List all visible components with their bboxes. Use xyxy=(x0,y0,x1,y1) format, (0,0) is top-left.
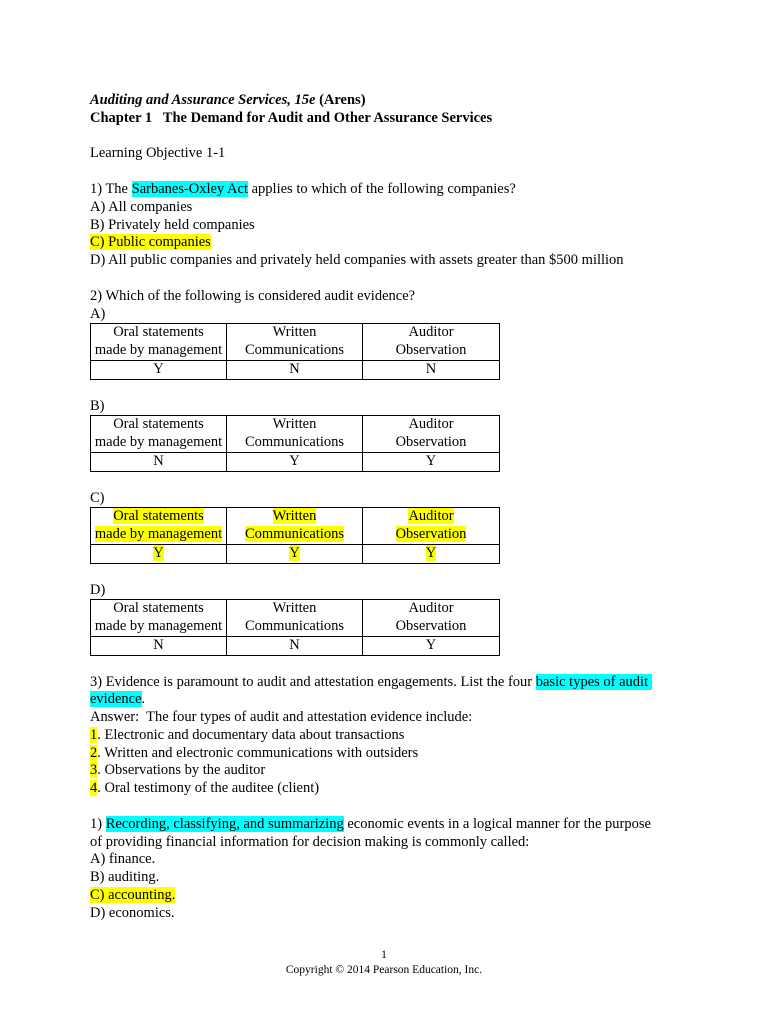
q2-option-a-table xyxy=(90,323,500,379)
header-cell: Oral statements xyxy=(113,600,204,617)
q4-option-c-highlight: C) accounting. xyxy=(90,887,176,904)
q1-highlight: Sarbanes-Oxley Act xyxy=(131,180,248,197)
q3-highlight-2: evidence xyxy=(90,691,142,708)
value-cell: Y xyxy=(289,544,300,561)
table-row xyxy=(91,416,500,453)
header-cell: made by management xyxy=(94,434,223,451)
q2-option-b-label: B) xyxy=(90,397,105,414)
question-3-stem xyxy=(90,674,710,692)
list-item-number: 4 xyxy=(90,780,98,797)
learning-objective: Learning Objective 1-1 xyxy=(90,145,226,162)
q1-option-c xyxy=(90,234,710,252)
question-2-stem: 2) Which of the following is considered audit evidence? xyxy=(90,287,416,304)
value-cell: Y xyxy=(91,360,227,379)
q3-answer: Answer: The four types of audit and attestation evidence include: xyxy=(90,709,473,726)
header-cell: Written xyxy=(272,324,317,341)
q2-option-a-label: A) xyxy=(90,305,106,322)
value-cell: N xyxy=(91,452,227,471)
book-title-line xyxy=(90,92,710,110)
author: (Arens) xyxy=(319,92,366,108)
value-cell: N xyxy=(363,360,500,379)
q1-option-b: B) Privately held companies xyxy=(90,216,255,233)
value-cell: Y xyxy=(363,636,500,655)
q4-highlight: Recording, classifying, and summarizing xyxy=(105,815,344,832)
value-cell: Y xyxy=(227,452,363,471)
q4-option-a: A) finance. xyxy=(90,851,156,868)
list-item-number: 1 xyxy=(90,726,98,743)
question-4-stem-cont: of providing financial information for decision making is commonly called: xyxy=(90,833,530,850)
value-cell: Y xyxy=(363,452,500,471)
value-cell: Y xyxy=(153,544,164,561)
question-3-stem-cont xyxy=(90,691,710,709)
header-cell: Communications xyxy=(244,434,345,451)
value-cell: Y xyxy=(425,544,437,561)
value-cell: N xyxy=(227,360,363,379)
header-cell: Written xyxy=(272,508,317,525)
document-page xyxy=(90,92,710,923)
table-row xyxy=(91,360,500,379)
header-cell: Communications xyxy=(244,526,345,543)
copyright: Copyright © 2014 Pearson Education, Inc. xyxy=(285,964,483,976)
table-row xyxy=(91,508,500,545)
header-cell: made by management xyxy=(94,526,223,543)
list-item xyxy=(90,727,710,745)
q3-highlight-1: basic types of audit xyxy=(535,673,652,690)
q1-option-c-highlight: C) Public companies xyxy=(90,234,211,251)
header-cell: Auditor xyxy=(408,600,454,617)
header-cell: Communications xyxy=(244,342,345,359)
header-cell: Communications xyxy=(244,618,345,635)
q1-suffix: applies to which of the following companies? xyxy=(248,180,516,197)
q2-option-c-table xyxy=(90,507,500,563)
value-cell: N xyxy=(227,636,363,655)
header-cell: Observation xyxy=(395,526,467,543)
header-cell: Observation xyxy=(395,342,467,359)
header-cell: made by management xyxy=(94,618,223,635)
table-row xyxy=(91,452,500,471)
q2-option-c-label: C) xyxy=(90,489,105,506)
header-cell: Oral statements xyxy=(113,324,204,341)
page-number: 1 xyxy=(381,949,387,961)
list-item xyxy=(90,762,710,780)
header-cell: Written xyxy=(272,416,317,433)
header-cell: Auditor xyxy=(408,324,454,341)
table-row xyxy=(91,600,500,637)
header-cell: Observation xyxy=(395,618,467,635)
book-title: Auditing and Assurance Services, 15e xyxy=(90,92,316,108)
q3-prefix: 3) Evidence is paramount to audit and attestation engagements. List the four xyxy=(90,673,536,690)
q3-suffix: . xyxy=(141,691,146,708)
q4-option-b: B) auditing. xyxy=(90,869,160,886)
q2-option-d-table xyxy=(90,599,500,655)
list-item xyxy=(90,745,710,763)
q1-option-d: D) All public companies and privately held companies with assets greater than $500 million xyxy=(90,252,624,269)
table-row xyxy=(91,324,500,361)
header-cell: Written xyxy=(272,600,317,617)
header-cell: Observation xyxy=(395,434,467,451)
list-item-text: . Electronic and documentary data about transactions xyxy=(97,726,405,743)
list-item xyxy=(90,780,710,798)
q1-option-a: A) All companies xyxy=(90,198,193,215)
list-item-text: . Observations by the auditor xyxy=(97,762,266,779)
question-1-stem xyxy=(90,181,710,199)
header-cell: Auditor xyxy=(408,508,454,525)
list-item-number: 2 xyxy=(90,744,98,761)
q2-option-b-table xyxy=(90,415,500,471)
list-item-text: . Written and electronic communications with outsiders xyxy=(97,744,419,761)
q4-option-d: D) economics. xyxy=(90,904,175,921)
table-row xyxy=(91,636,500,655)
header-cell: Oral statements xyxy=(113,416,204,433)
chapter-title: Chapter 1 The Demand for Audit and Other Assurance Services xyxy=(90,109,493,126)
header-cell: made by management xyxy=(94,342,223,359)
table-row xyxy=(91,544,500,563)
q4-suffix: economic events in a logical manner for the purpose xyxy=(343,815,651,832)
header-cell: Oral statements xyxy=(113,508,204,525)
question-4-stem xyxy=(90,816,710,834)
q4-prefix: 1) xyxy=(90,815,106,832)
q1-prefix: 1) The xyxy=(90,180,132,197)
value-cell: N xyxy=(91,636,227,655)
list-item-number: 3 xyxy=(90,762,98,779)
q2-option-d-label: D) xyxy=(90,581,106,598)
header-cell: Auditor xyxy=(408,416,454,433)
q4-option-c xyxy=(90,887,710,905)
list-item-text: . Oral testimony of the auditee (client) xyxy=(97,780,320,797)
